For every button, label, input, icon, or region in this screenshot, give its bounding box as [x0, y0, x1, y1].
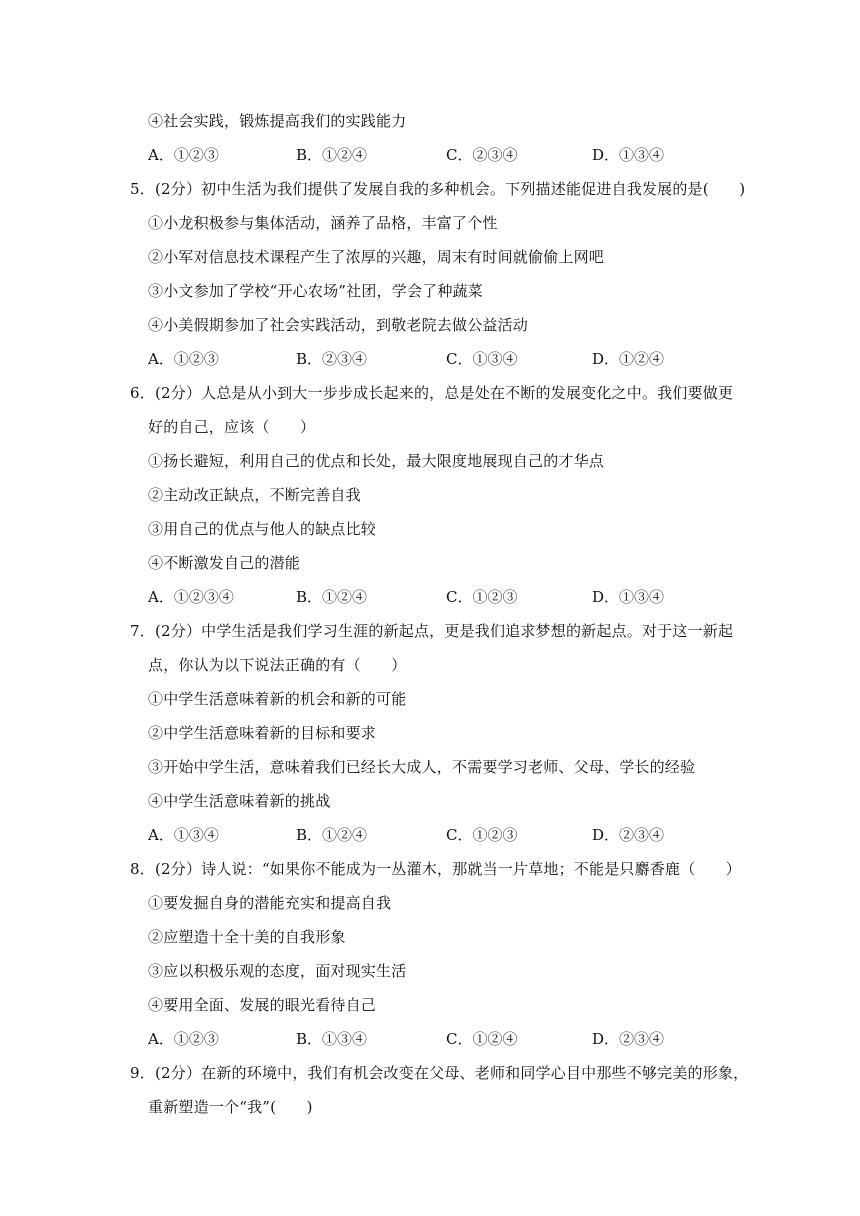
answer-choice-d: D．②③④	[592, 826, 665, 844]
answer-choice-d: D．①②④	[592, 350, 665, 368]
question-stem-continued: 好的自己，应该（ ）	[148, 418, 316, 436]
answer-choice-c: C．①②③	[446, 588, 518, 606]
question-stem: 9．(2分）在新的环境中，我们有机会改变在父母、老师和同学心目中那些不够完美的形象，	[130, 1064, 749, 1082]
statement-item: ②应塑造十全十美的自我形象	[148, 928, 346, 946]
statement-item: ②中学生活意味着新的目标和要求	[148, 724, 377, 742]
statement-item: ①扬长避短，利用自己的优点和长处，最大限度地展现自己的才华点	[148, 452, 605, 470]
statement-item: ①要发掘自身的潜能充实和提高自我	[148, 894, 392, 912]
answer-choice-d: D．①③④	[592, 588, 665, 606]
statement-item: ④中学生活意味着新的挑战	[148, 792, 331, 810]
statement-item: ③开始中学生活，意味着我们已经长大成人，不需要学习老师、父母、学长的经验	[148, 758, 696, 776]
question-stem: 7．(2分）中学生活是我们学习生涯的新起点，更是我们追求梦想的新起点。对于这一新起	[130, 622, 734, 640]
answer-choice-b: B．①②④	[296, 826, 368, 844]
statement-item: ③小文参加了学校“开心农场”社团，学会了种蔬菜	[148, 282, 483, 300]
question-stem: 5．(2分）初中生活为我们提供了发展自我的多种机会。下列描述能促进自我发展的是( )	[130, 180, 746, 198]
question-stem-continued: 点，你认为以下说法正确的有（ ）	[148, 656, 407, 674]
statement-item: ②小军对信息技术课程产生了浓厚的兴趣，周末有时间就偷偷上网吧	[148, 248, 605, 266]
statement-item: ④小美假期参加了社会实践活动，到敬老院去做公益活动	[148, 316, 529, 334]
answer-choice-c: C．①②④	[446, 1030, 518, 1048]
answer-choice-c: C．①③④	[446, 350, 518, 368]
statement-item: ②主动改正缺点，不断完善自我	[148, 486, 361, 504]
answer-choice-b: B．①③④	[296, 1030, 368, 1048]
answer-choice-d: D．①③④	[592, 146, 665, 164]
statement-item: ①小龙积极参与集体活动，涵养了品格，丰富了个性	[148, 214, 498, 232]
statement-item: ③用自己的优点与他人的缺点比较	[148, 520, 377, 538]
answer-choice-a: A．①②③	[148, 1030, 219, 1048]
answer-choice-a: A．①②③	[148, 350, 219, 368]
answer-choice-b: B．①②④	[296, 588, 368, 606]
answer-choice-a: A．①②③	[148, 146, 219, 164]
statement-item: ④不断激发自己的潜能	[148, 554, 301, 572]
question-stem-continued: 重新塑造一个“我”( )	[148, 1098, 313, 1116]
answer-choice-b: B．①②④	[296, 146, 368, 164]
answer-choice-b: B．②③④	[296, 350, 368, 368]
question-stem: 6．(2分）人总是从小到大一步步成长起来的，总是处在不断的发展变化之中。我们要做更	[130, 384, 734, 402]
answer-choice-a: A．①③④	[148, 826, 219, 844]
answer-choice-d: D．②③④	[592, 1030, 665, 1048]
answer-choice-a: A．①②③④	[148, 588, 234, 606]
statement-item: ④要用全面、发展的眼光看待自己	[148, 996, 377, 1014]
answer-choice-c: C．①②③	[446, 826, 518, 844]
statement-item: ④社会实践，锻炼提高我们的实践能力	[148, 112, 407, 130]
statement-item: ③应以积极乐观的态度，面对现实生活	[148, 962, 407, 980]
question-stem: 8．(2分）诗人说：“如果你不能成为一丛灌木，那就当一片草地；不能是只麝香鹿（ ）	[130, 860, 742, 878]
statement-item: ①中学生活意味着新的机会和新的可能	[148, 690, 407, 708]
answer-choice-c: C．②③④	[446, 146, 518, 164]
